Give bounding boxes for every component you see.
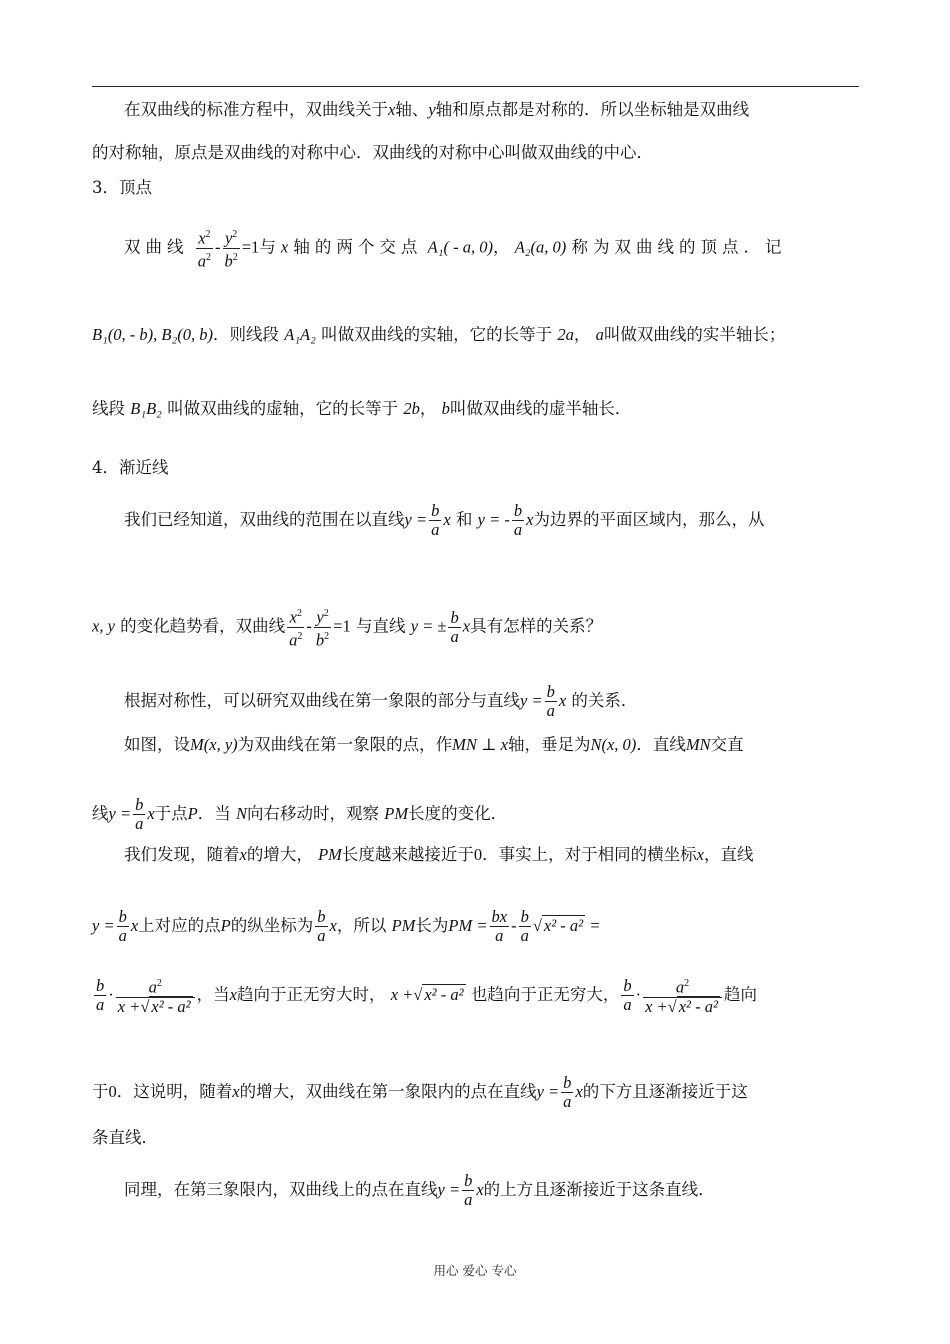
paragraph-asym-line5: 线y = $\frac{b}{a}$ x于点P．当 N向右移动时，观察 PM长度的变化． xyxy=(92,795,508,833)
fraction-y2-b2: $\frac{y^2}{b^2}$ xyxy=(223,226,240,270)
paragraph-vertex-line3: 线段 B₁B₂ 叫做双曲线的虚轴，它的长等于 2b， b叫做双曲线的虚半轴长． xyxy=(92,399,632,418)
paragraph-asym-line7: y = $\frac{b}{a}$ x上对应的点P的纵坐标为 $\frac{b}{a}$ x，所以 PM长为PM = $\frac{bx}{a}$ - $\frac{b}{a}$ √ x² - a² = xyxy=(92,907,600,945)
paragraph-symmetry-line2: 的对称轴，原点是双曲线的对称中心．双曲线的对称中心叫做双曲线的中心． xyxy=(92,143,653,162)
paragraph-asym-line11: 同理，在第三象限内，双曲线上的点在直线y = $\frac{b}{a}$ x的上方且逐渐接近于这条直线． xyxy=(124,1171,715,1209)
fraction-x2-a2: $\frac{x^2}{a^2}$ xyxy=(196,226,213,270)
paragraph-asym-line6: 我们发现，随着x的增大， PM长度越来越接近于0．事实上，对于相同的横坐标x，直线 xyxy=(124,845,754,864)
page-footer: 用心 爱心 专心 xyxy=(433,1263,517,1278)
paragraph-asym-line4: 如图，设M(x, y)为双曲线在第一象限的点，作MN ⊥ x轴，垂足为N(x, 0)．直线MN交直 xyxy=(124,735,744,754)
paragraph-asym-line2: x, y 的变化趋势看，双曲线 $\frac{x^2}{a^2}$ - $\frac{y^2}{b^2}$ =1 与直线 y = ± $\frac{b}{a}$ x具有怎样的关系？ xyxy=(92,605,859,649)
header-rule xyxy=(92,86,859,87)
paragraph-asym-line3: 根据对称性，可以研究双曲线在第一象限的部分与直线y = $\frac{b}{a}$ x 的关系． xyxy=(124,682,638,720)
paragraph-asym-line9: 于0．这说明，随着x的增大，双曲线在第一象限内的点在直线y = $\frac{b}{a}$ x的下方且逐渐接近于这 xyxy=(92,1073,748,1111)
section-heading-vertex: 3．顶点 xyxy=(92,178,152,197)
paragraph-asym-line10: 条直线． xyxy=(92,1128,158,1147)
section-heading-asymptote: 4．渐近线 xyxy=(92,458,169,477)
paragraph-vertex-line1: 双曲线 $\frac{x^2}{a^2}$ - $\frac{y^2}{b^2}$ =1与x 轴的两个交点 A₁( - a, 0)， A₂(a, 0) 称为双曲线的顶点．记 xyxy=(124,226,859,270)
paragraph-vertex-line2: B₁(0, - b), B₂(0, b)．则线段 A₁A₂ 叫做双曲线的实轴，它的长等于 2a， a叫做双曲线的实半轴长； xyxy=(92,325,786,344)
paragraph-asym-line1: 我们已经知道，双曲线的范围在以直线y = $\frac{b}{a}$ x 和 y = - $\frac{b}{a}$ x为边界的平面区域内，那么，从 xyxy=(124,501,765,539)
paragraph-asym-line8: $\frac{b}{a}$ · $\frac{a^2}{\text{x +√ x² - a²}}$ ，当x趋向于正无穷大时， x +√ x² - a² 也趋向于正无穷大， $\frac{b}{a}$ · $\frac{a^2}{\text{x +√ x² - a²}}$ 趋向 xyxy=(96,975,757,1016)
paragraph-symmetry-line1: 在双曲线的标准方程中，双曲线关于x轴、y轴和原点都是对称的．所以坐标轴是双曲线 xyxy=(124,100,750,119)
